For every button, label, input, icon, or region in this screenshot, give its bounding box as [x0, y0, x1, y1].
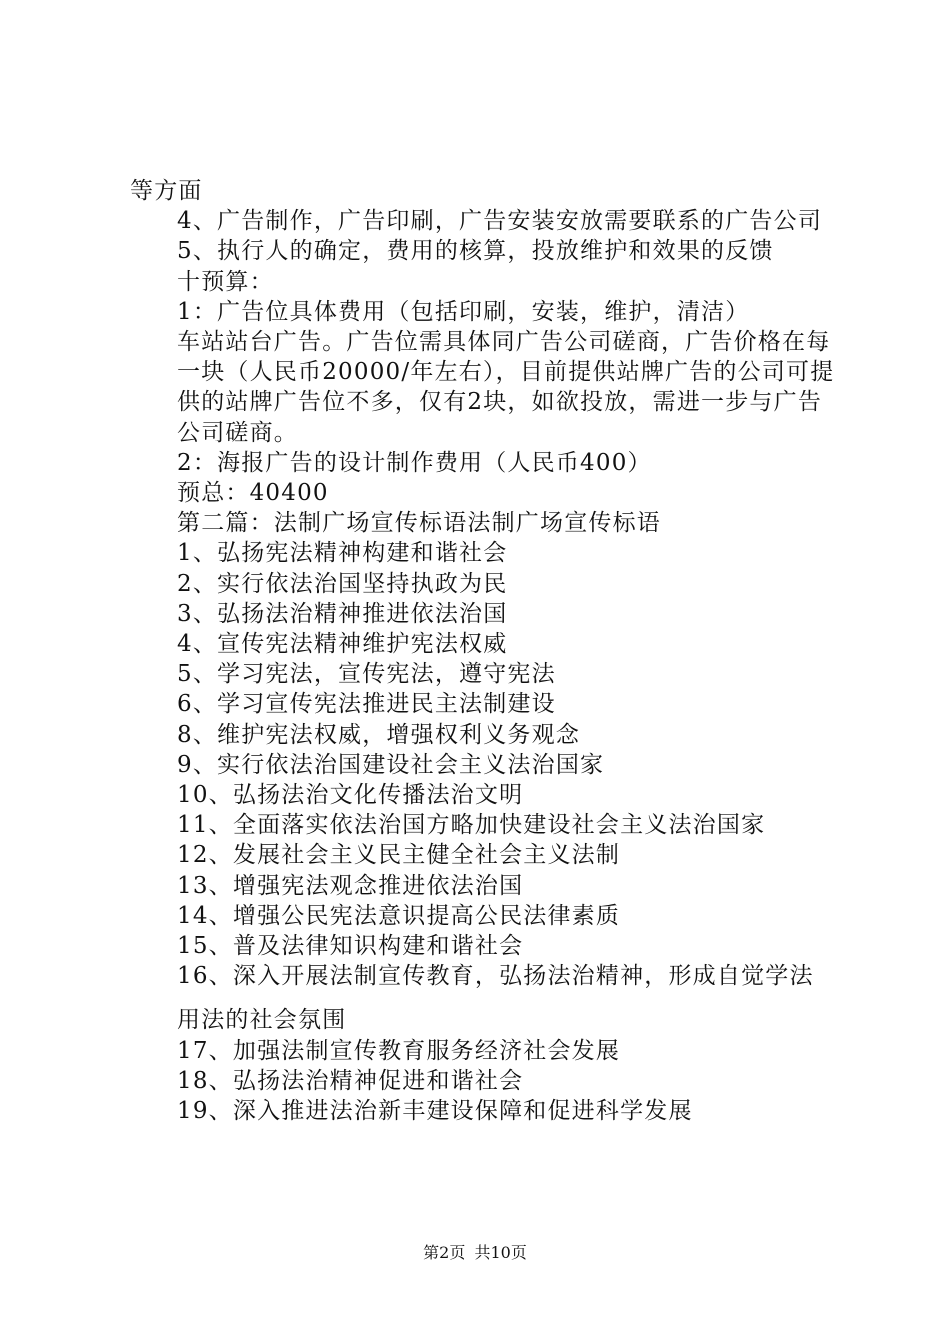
paragraph-line: 第二篇：法制广场宣传标语法制广场宣传标语	[177, 510, 661, 537]
paragraph-line: 等方面	[130, 178, 203, 204]
page-number-current: 第2页	[423, 1243, 466, 1262]
paragraph-line: 14、增强公民宪法意识提高公民法律素质	[177, 902, 621, 929]
paragraph-line: 5、学习宪法，宣传宪法，遵守宪法	[177, 661, 556, 688]
paragraph-line: 10、弘扬法治文化传播法治文明	[177, 782, 524, 809]
paragraph-line: 13、增强宪法观念推进依法治国	[177, 872, 524, 899]
paragraph-line: 16、深入开展法制宣传教育，弘扬法治精神，形成自觉学法	[177, 963, 814, 990]
paragraph-line: 2、实行依法治国坚持执政为民	[177, 570, 508, 597]
paragraph-line: 9、实行依法治国建设社会主义法治国家	[177, 751, 605, 778]
paragraph-line: 6、学习宣传宪法推进民主法制建设	[177, 691, 556, 718]
paragraph-line: 15、普及法律知识构建和谐社会	[177, 933, 524, 960]
paragraph-line: 2：海报广告的设计制作费用（人民币400）	[177, 449, 652, 476]
paragraph-line: 4、宣传宪法精神维护宪法权威	[177, 631, 508, 658]
paragraph-line: 车站站台广告。广告位需具体同广告公司磋商，广告价格在每一块（人民币20000/年左右），目前提供站牌广告的公司可提供的站牌广告位不多，仅有2块，如欲投放，需进一步与广告公司磋商。	[177, 329, 835, 446]
paragraph-line: 5、执行人的确定，费用的核算，投放维护和效果的反馈	[177, 238, 774, 265]
page-number-total: 共10页	[474, 1243, 527, 1262]
paragraph-line: 19、深入推进法治新丰建设保障和促进科学发展	[177, 1098, 693, 1125]
paragraph-line: 1、弘扬宪法精神构建和谐社会	[177, 540, 508, 567]
paragraph-line: 十预算：	[177, 268, 274, 295]
paragraph-line: 18、弘扬法治精神促进和谐社会	[177, 1067, 524, 1094]
paragraph-line: 4、广告制作，广告印刷，广告安装安放需要联系的广告公司	[177, 208, 823, 235]
paragraph-line: 3、弘扬法治精神推进依法治国	[177, 600, 508, 627]
paragraph-line: 11、全面落实依法治国方略加快建设社会主义法治国家	[177, 812, 766, 839]
paragraph-line: 8、维护宪法权威，增强权利义务观念	[177, 721, 581, 748]
paragraph-line: 预总：40400	[177, 480, 329, 507]
page-footer	[0, 1243, 950, 1263]
paragraph-line: 1：广告位具体费用（包括印刷，安装，维护，清洁）	[177, 298, 750, 325]
document-body	[130, 176, 835, 1126]
paragraph-line: 用法的社会氛围	[177, 1007, 347, 1034]
paragraph-line: 12、发展社会主义民主健全社会主义法制	[177, 842, 621, 869]
paragraph-line: 17、加强法制宣传教育服务经济社会发展	[177, 1037, 621, 1064]
